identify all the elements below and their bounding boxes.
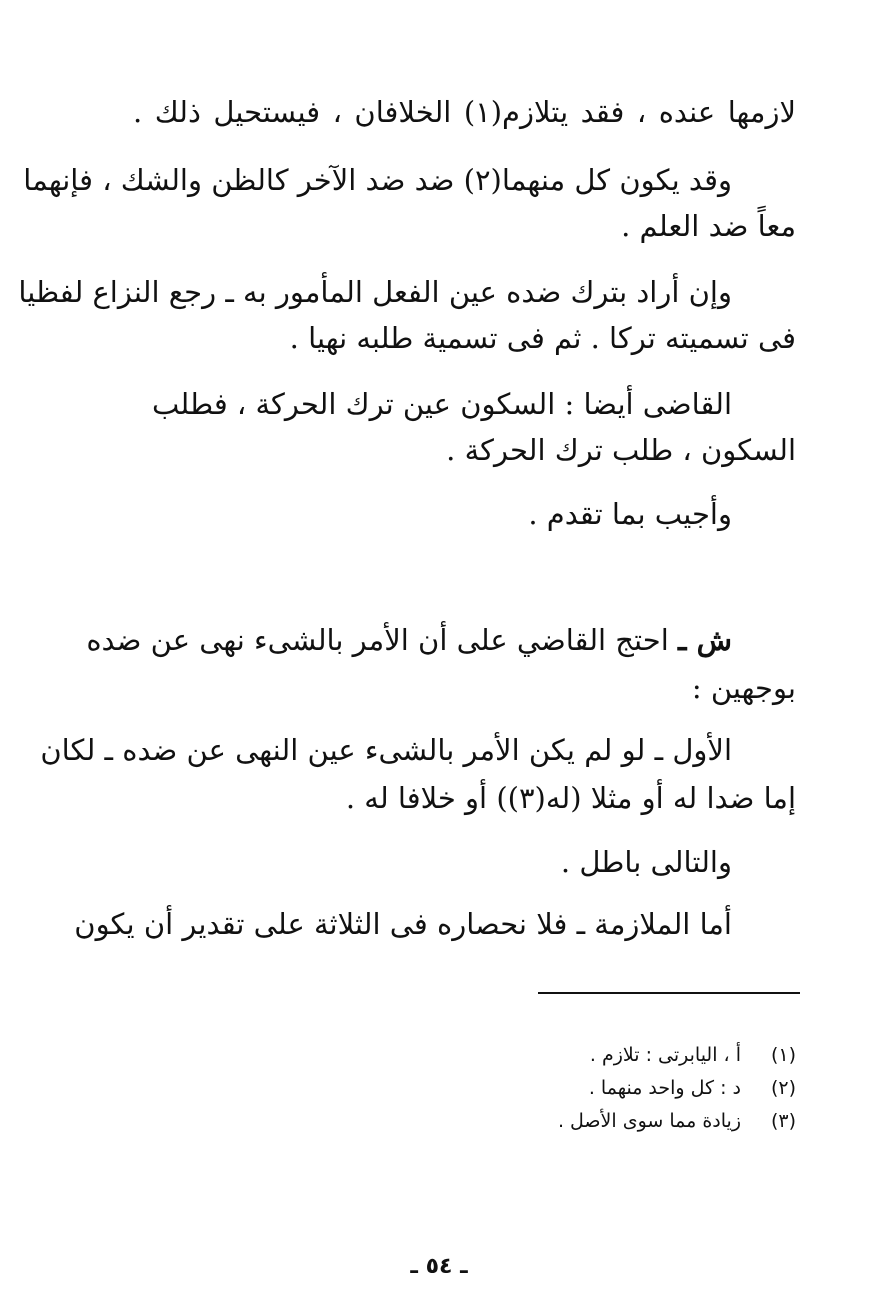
footnote: [589, 1075, 796, 1101]
commentary-line: [86, 620, 732, 660]
footnote: [590, 1042, 796, 1068]
text-line: السكون ، طلب ترك الحركة .: [446, 433, 796, 467]
text-line: وأجيب بما تقدم .: [528, 497, 732, 531]
text-line: إما ضدا له أو مثلا (له(٣)) أو خلافا له .: [345, 781, 796, 815]
footnote-number: (٣): [770, 1110, 796, 1132]
text-line: فى تسميته تركا . ثم فى تسمية طلبه نهيا .: [289, 321, 796, 355]
text-line: الأول ـ لو لم يكن الأمر بالشىء عين النهى عن ضده ـ لكان: [40, 733, 732, 767]
text-line: القاضى أيضا : السكون عين ترك الحركة ، فطلب: [151, 387, 732, 421]
text-line: بوجهين :: [691, 671, 796, 705]
footnote-text: أ ، اليابرتى : تلازم .: [589, 1044, 741, 1066]
footnote-number: (١): [770, 1044, 796, 1066]
page-number: ـ ٥٤ ـ: [410, 1254, 468, 1279]
commentary-marker: ش ـ: [678, 623, 732, 657]
footnote-text: د : كل واحد منهما .: [588, 1077, 741, 1099]
text-line: أما الملازمة ـ فلا نحصاره فى الثلاثة على تقدير أن يكون: [74, 907, 732, 941]
footnote: [558, 1108, 796, 1134]
text-line: معاً ضد العلم .: [621, 209, 796, 243]
text-line: وإن أراد بترك ضده عين الفعل المأمور به ـ رجع النزاع لفظيا: [18, 275, 732, 309]
text-line: وقد يكون كل منهما(٢) ضد ضد الآخر كالظن والشك ، فإنهما: [23, 163, 732, 197]
text-line: لازمها عنده ، فقد يتلازم(١) الخلافان ، فيستحيل ذلك .: [133, 95, 796, 129]
footnote-text: زيادة مما سوى الأصل .: [557, 1110, 741, 1132]
footnote-divider: [538, 992, 800, 994]
text-segment: احتج القاضي على أن الأمر بالشىء نهى عن ضده: [86, 623, 669, 657]
footnote-number: (٢): [770, 1077, 796, 1099]
text-line: والتالى باطل .: [560, 845, 732, 879]
